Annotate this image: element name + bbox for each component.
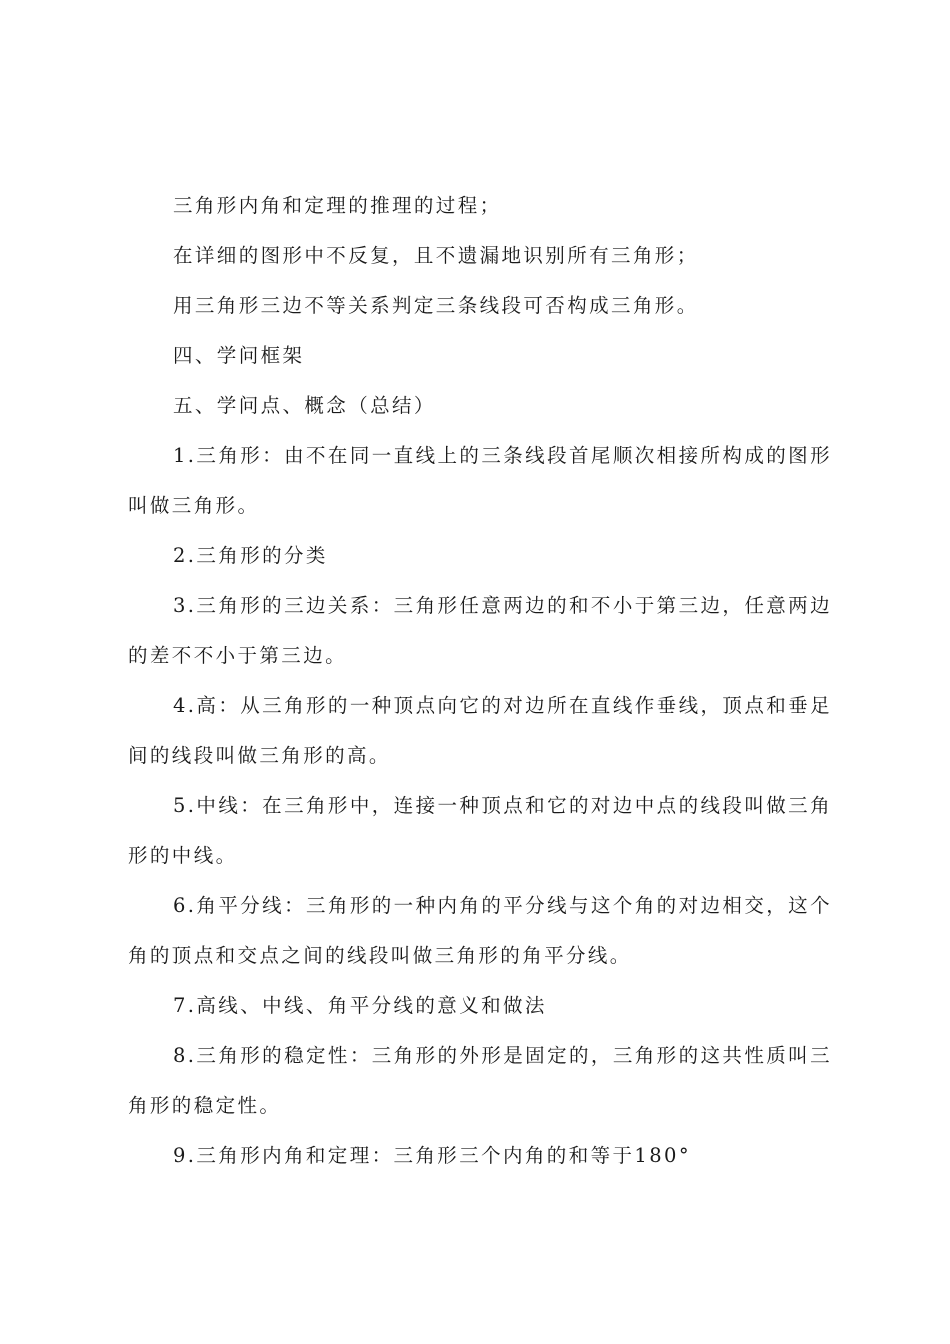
paragraph-3: 用三角形三边不等关系判定三条线段可否构成三角形。 [173,294,699,317]
section-heading-4: 四、学问框架 [173,344,305,367]
item-6-angle-bisector: 6.角平分线：三角形的一种内角的平分线与这个角的对边相交，这个角的顶点和交点之间的线段叫做三角形的角平分线。 [128,894,832,967]
section-heading-5: 五、学问点、概念（总结） [173,394,436,417]
item-2-classification: 2.三角形的分类 [173,544,328,567]
item-9-angle-sum: 9.三角形内角和定理：三角形三个内角的和等于180° [173,1144,691,1167]
item-5-median: 5.中线：在三角形中，连接一种顶点和它的对边中点的线段叫做三角形的中线。 [128,794,832,867]
item-3-side-relation: 3.三角形的三边关系：三角形任意两边的和不小于第三边，任意两边的差不不小于第三边。 [128,594,832,667]
item-4-altitude: 4.高：从三角形的一种顶点向它的对边所在直线作垂线，顶点和垂足间的线段叫做三角形的高。 [128,694,832,767]
item-8-stability: 8.三角形的稳定性：三角形的外形是固定的，三角形的这共性质叫三角形的稳定性。 [128,1044,832,1117]
item-7-lines-meaning: 7.高线、中线、角平分线的意义和做法 [173,994,547,1017]
paragraph-2: 在详细的图形中不反复，且不遗漏地识别所有三角形； [173,244,699,267]
paragraph-1: 三角形内角和定理的推理的过程； [173,194,502,217]
document-page [128,181,832,1181]
item-1-triangle: 1.三角形：由不在同一直线上的三条线段首尾顺次相接所构成的图形叫做三角形。 [128,444,832,517]
